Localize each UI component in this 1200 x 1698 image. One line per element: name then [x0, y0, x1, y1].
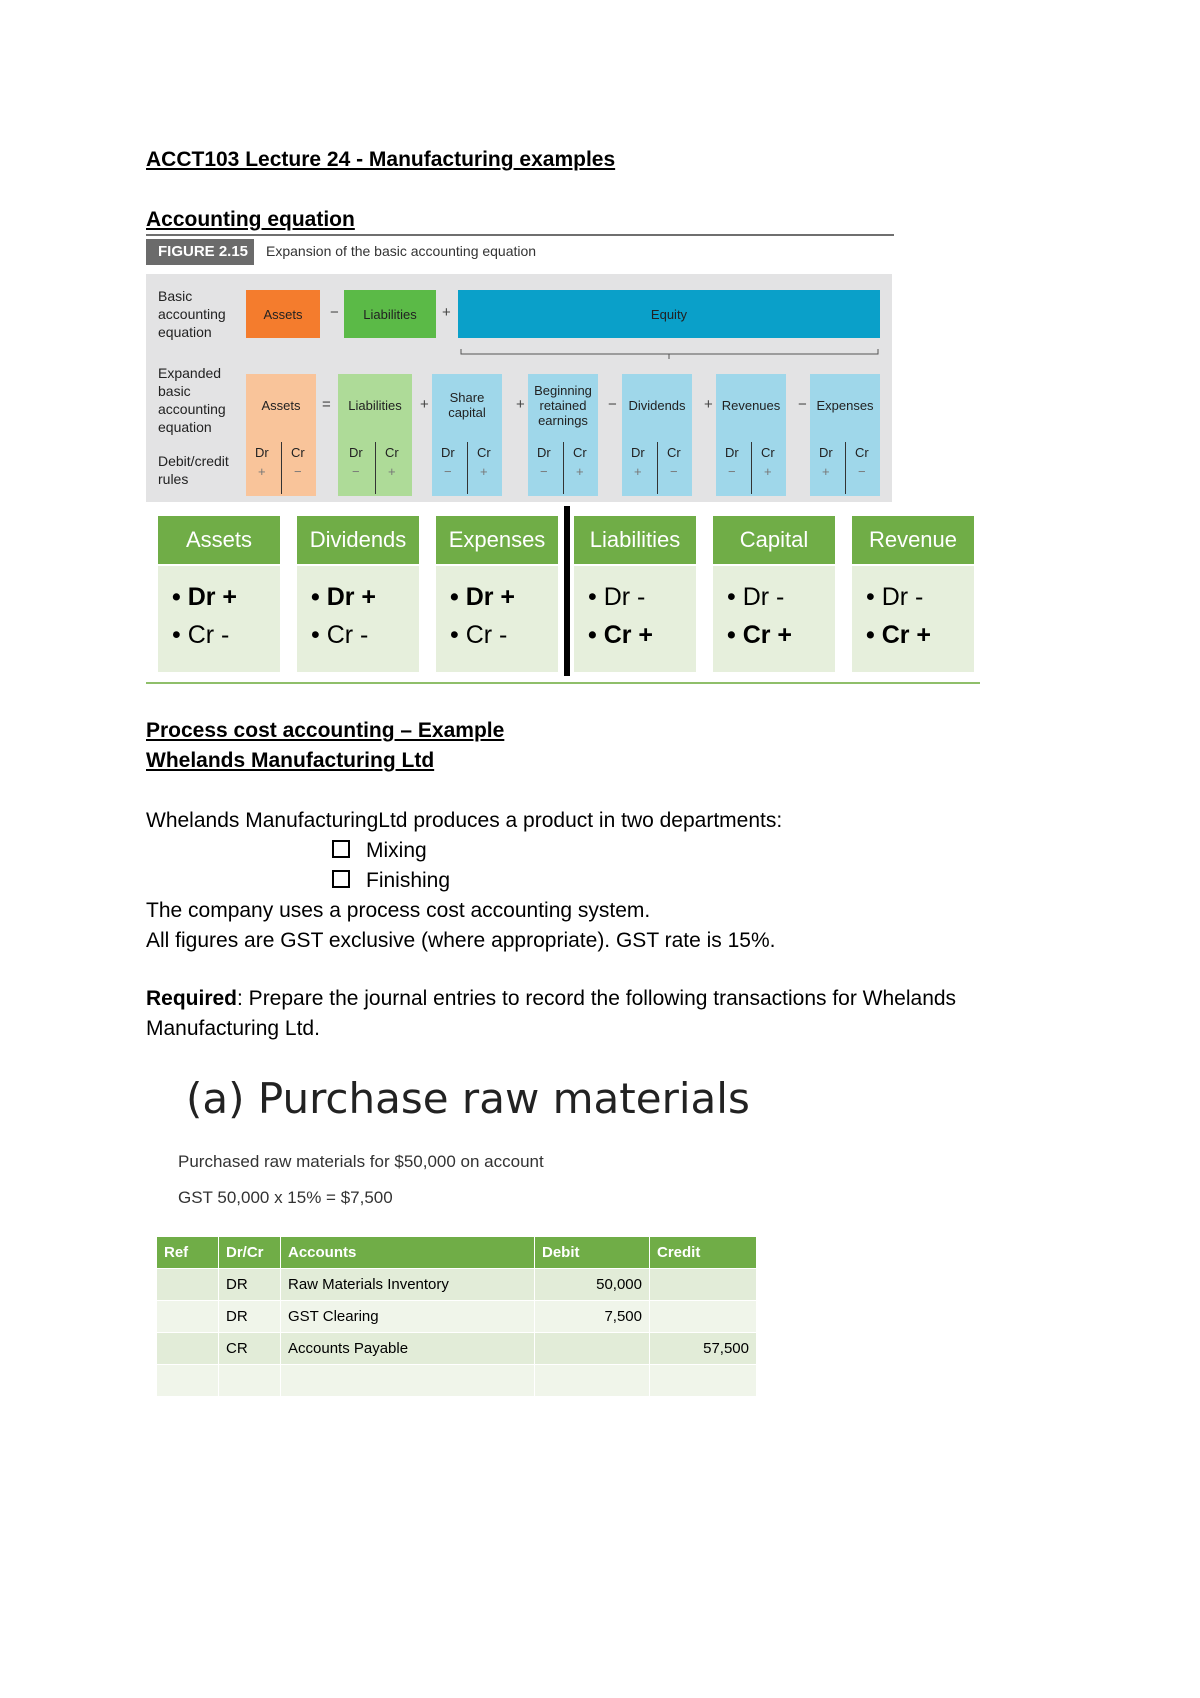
- basic-assets-box: Assets: [246, 290, 320, 338]
- table-header-row: [157, 1237, 757, 1269]
- cr-sign: −: [670, 464, 678, 479]
- rule-card-debit-line: • Dr -: [866, 583, 924, 611]
- table-cell: [157, 1269, 219, 1301]
- cost-system-text: The company uses a process cost accounting system.: [146, 899, 651, 922]
- t-account-divider: [281, 442, 282, 494]
- cr-label: Cr: [761, 445, 775, 460]
- basic-minus-operator: −: [330, 304, 339, 321]
- cr-label: Cr: [855, 445, 869, 460]
- equity-bracket: [460, 348, 880, 360]
- checkbox-icon: [332, 870, 350, 888]
- rule-card-debit-line: • Dr +: [172, 583, 238, 611]
- table-cell: [157, 1365, 219, 1397]
- dr-sign: +: [258, 464, 266, 479]
- basic-equation-label: Basic accounting equation: [158, 288, 226, 340]
- t-account-divider: [563, 442, 564, 494]
- cr-label: Cr: [573, 445, 587, 460]
- cr-sign: +: [764, 464, 772, 479]
- required-text-cont: Manufacturing Ltd.: [146, 1017, 320, 1040]
- dr-sign: −: [540, 464, 548, 479]
- gst-text: All figures are GST exclusive (where appropriate). GST rate is 15%.: [146, 929, 776, 952]
- required-text: [146, 984, 956, 1014]
- table-row: [157, 1269, 757, 1301]
- dr-sign: −: [728, 464, 736, 479]
- table-row: [157, 1365, 757, 1397]
- basic-equity-box: Equity: [458, 290, 880, 338]
- rule-card-body: [297, 566, 419, 672]
- dr-label: Dr: [255, 445, 269, 460]
- col-ref: Ref: [157, 1237, 219, 1269]
- rule-card-credit-line: • Cr -: [311, 621, 369, 649]
- figure-caption: Expansion of the basic accounting equation: [266, 243, 537, 259]
- expanded-operator: =: [322, 396, 331, 413]
- cr-sign: +: [480, 464, 488, 479]
- dr-label: Dr: [349, 445, 363, 460]
- expanded-operator: −: [798, 396, 807, 413]
- company-heading: Whelands Manufacturing Ltd: [146, 749, 435, 772]
- table-cell: [650, 1301, 757, 1333]
- rule-card-title-capital: Capital: [713, 516, 835, 564]
- expanded-equation-label: Expanded basic accounting equation: [158, 365, 226, 435]
- rule-card-title-revenue: Revenue: [852, 516, 974, 564]
- department-item-finishing: [332, 866, 450, 896]
- expanded-box-assets: Assets: [246, 374, 316, 436]
- expanded-box-dividends: Dividends: [622, 374, 692, 436]
- expanded-operator: +: [704, 396, 713, 413]
- dr-sign: +: [634, 464, 642, 479]
- checkbox-icon: [332, 840, 350, 858]
- expanded-operator: +: [420, 396, 429, 413]
- rule-card-debit-line: • Dr +: [311, 583, 377, 611]
- rule-card-body: [713, 566, 835, 672]
- department-label: Finishing: [366, 869, 451, 892]
- cr-label: Cr: [667, 445, 681, 460]
- table-cell: [219, 1365, 281, 1397]
- cr-sign: −: [294, 464, 302, 479]
- table-cell: 7,500: [535, 1301, 650, 1333]
- rule-card-body: [574, 566, 696, 672]
- example-a-description: Purchased raw materials for $50,000 on account: [178, 1152, 544, 1171]
- expanded-operator: −: [608, 396, 617, 413]
- debit-credit-rules-label: Debit/credit rules: [158, 453, 229, 487]
- rule-card-title-expenses: Expenses: [436, 516, 558, 564]
- dr-sign: −: [352, 464, 360, 479]
- rule-card-credit-line: • Cr +: [866, 621, 932, 649]
- rule-card-debit-line: • Dr -: [588, 583, 646, 611]
- dr-label: Dr: [819, 445, 833, 460]
- rule-card-credit-line: • Cr -: [450, 621, 508, 649]
- table-cell: CR: [219, 1333, 281, 1365]
- rule-card-credit-line: • Cr -: [172, 621, 230, 649]
- page-title: ACCT103 Lecture 24 - Manufacturing examples: [146, 148, 616, 171]
- example-a-gst-calc: GST 50,000 x 15% = $7,500: [178, 1188, 393, 1207]
- figure-label: FIGURE 2.15: [146, 239, 254, 265]
- expanded-box-beginning-retained-earnings: Beginning retained earnings: [528, 374, 598, 436]
- rule-card-credit-line: • Cr +: [727, 621, 793, 649]
- t-account-divider: [467, 442, 468, 494]
- rule-card-body: [436, 566, 558, 672]
- required-instruction: : Prepare the journal entries to record the following transactions for Whelands: [237, 987, 957, 1010]
- rule-card-debit-line: • Dr -: [727, 583, 785, 611]
- table-cell: [535, 1365, 650, 1397]
- dr-label: Dr: [441, 445, 455, 460]
- col-drcr: Dr/Cr: [219, 1237, 281, 1269]
- col-debit: Debit: [535, 1237, 650, 1269]
- table-cell: [281, 1365, 535, 1397]
- example-a-title: (a) Purchase raw materials: [186, 1074, 750, 1123]
- table-cell: [157, 1301, 219, 1333]
- cr-label: Cr: [291, 445, 305, 460]
- cr-sign: +: [388, 464, 396, 479]
- basic-liabilities-box: Liabilities: [344, 290, 436, 338]
- expanded-box-expenses: Expenses: [810, 374, 880, 436]
- expanded-operator: +: [516, 396, 525, 413]
- cr-label: Cr: [477, 445, 491, 460]
- department-item-mixing: [332, 836, 427, 866]
- table-cell: DR: [219, 1269, 281, 1301]
- t-account-divider: [657, 442, 658, 494]
- t-account-divider: [751, 442, 752, 494]
- section-heading-accounting-equation: Accounting equation: [146, 208, 355, 231]
- figure-top-rule: [146, 234, 894, 236]
- table-cell: Accounts Payable: [281, 1333, 535, 1365]
- table-cell: [157, 1333, 219, 1365]
- basic-plus-operator: +: [442, 304, 451, 321]
- journal-entry-table: [156, 1236, 757, 1397]
- table-cell: [535, 1333, 650, 1365]
- expanded-box-revenues: Revenues: [716, 374, 786, 436]
- expanded-box-liabilities: Liabilities: [338, 374, 412, 436]
- dr-label: Dr: [537, 445, 551, 460]
- rule-card-title-liabilities: Liabilities: [574, 516, 696, 564]
- table-cell: [650, 1269, 757, 1301]
- dr-sign: −: [444, 464, 452, 479]
- t-account-divider: [845, 442, 846, 494]
- table-row: [157, 1333, 757, 1365]
- intro-text: Whelands ManufacturingLtd produces a product in two departments:: [146, 809, 783, 832]
- col-credit: Credit: [650, 1237, 757, 1269]
- cr-sign: −: [858, 464, 866, 479]
- rule-card-title-assets: Assets: [158, 516, 280, 564]
- rule-card-title-dividends: Dividends: [297, 516, 419, 564]
- rule-cards-bottom-line: [146, 682, 980, 684]
- table-cell: GST Clearing: [281, 1301, 535, 1333]
- rule-cards-divider: [564, 506, 570, 676]
- col-accounts: Accounts: [281, 1237, 535, 1269]
- dr-label: Dr: [725, 445, 739, 460]
- t-account-divider: [375, 442, 376, 494]
- rule-card-body: [852, 566, 974, 672]
- rule-card-credit-line: • Cr +: [588, 621, 654, 649]
- dr-label: Dr: [631, 445, 645, 460]
- table-cell: [650, 1365, 757, 1397]
- table-cell: Raw Materials Inventory: [281, 1269, 535, 1301]
- table-cell: 50,000: [535, 1269, 650, 1301]
- rule-card-debit-line: • Dr +: [450, 583, 516, 611]
- cr-sign: +: [576, 464, 584, 479]
- dr-sign: +: [822, 464, 830, 479]
- expanded-box-share-capital: Share capital: [432, 374, 502, 436]
- department-label: Mixing: [366, 839, 427, 862]
- rule-card-body: [158, 566, 280, 672]
- table-cell: 57,500: [650, 1333, 757, 1365]
- required-label: Required: [146, 987, 238, 1010]
- table-row: [157, 1301, 757, 1333]
- process-heading: Process cost accounting – Example: [146, 719, 505, 742]
- table-cell: DR: [219, 1301, 281, 1333]
- cr-label: Cr: [385, 445, 399, 460]
